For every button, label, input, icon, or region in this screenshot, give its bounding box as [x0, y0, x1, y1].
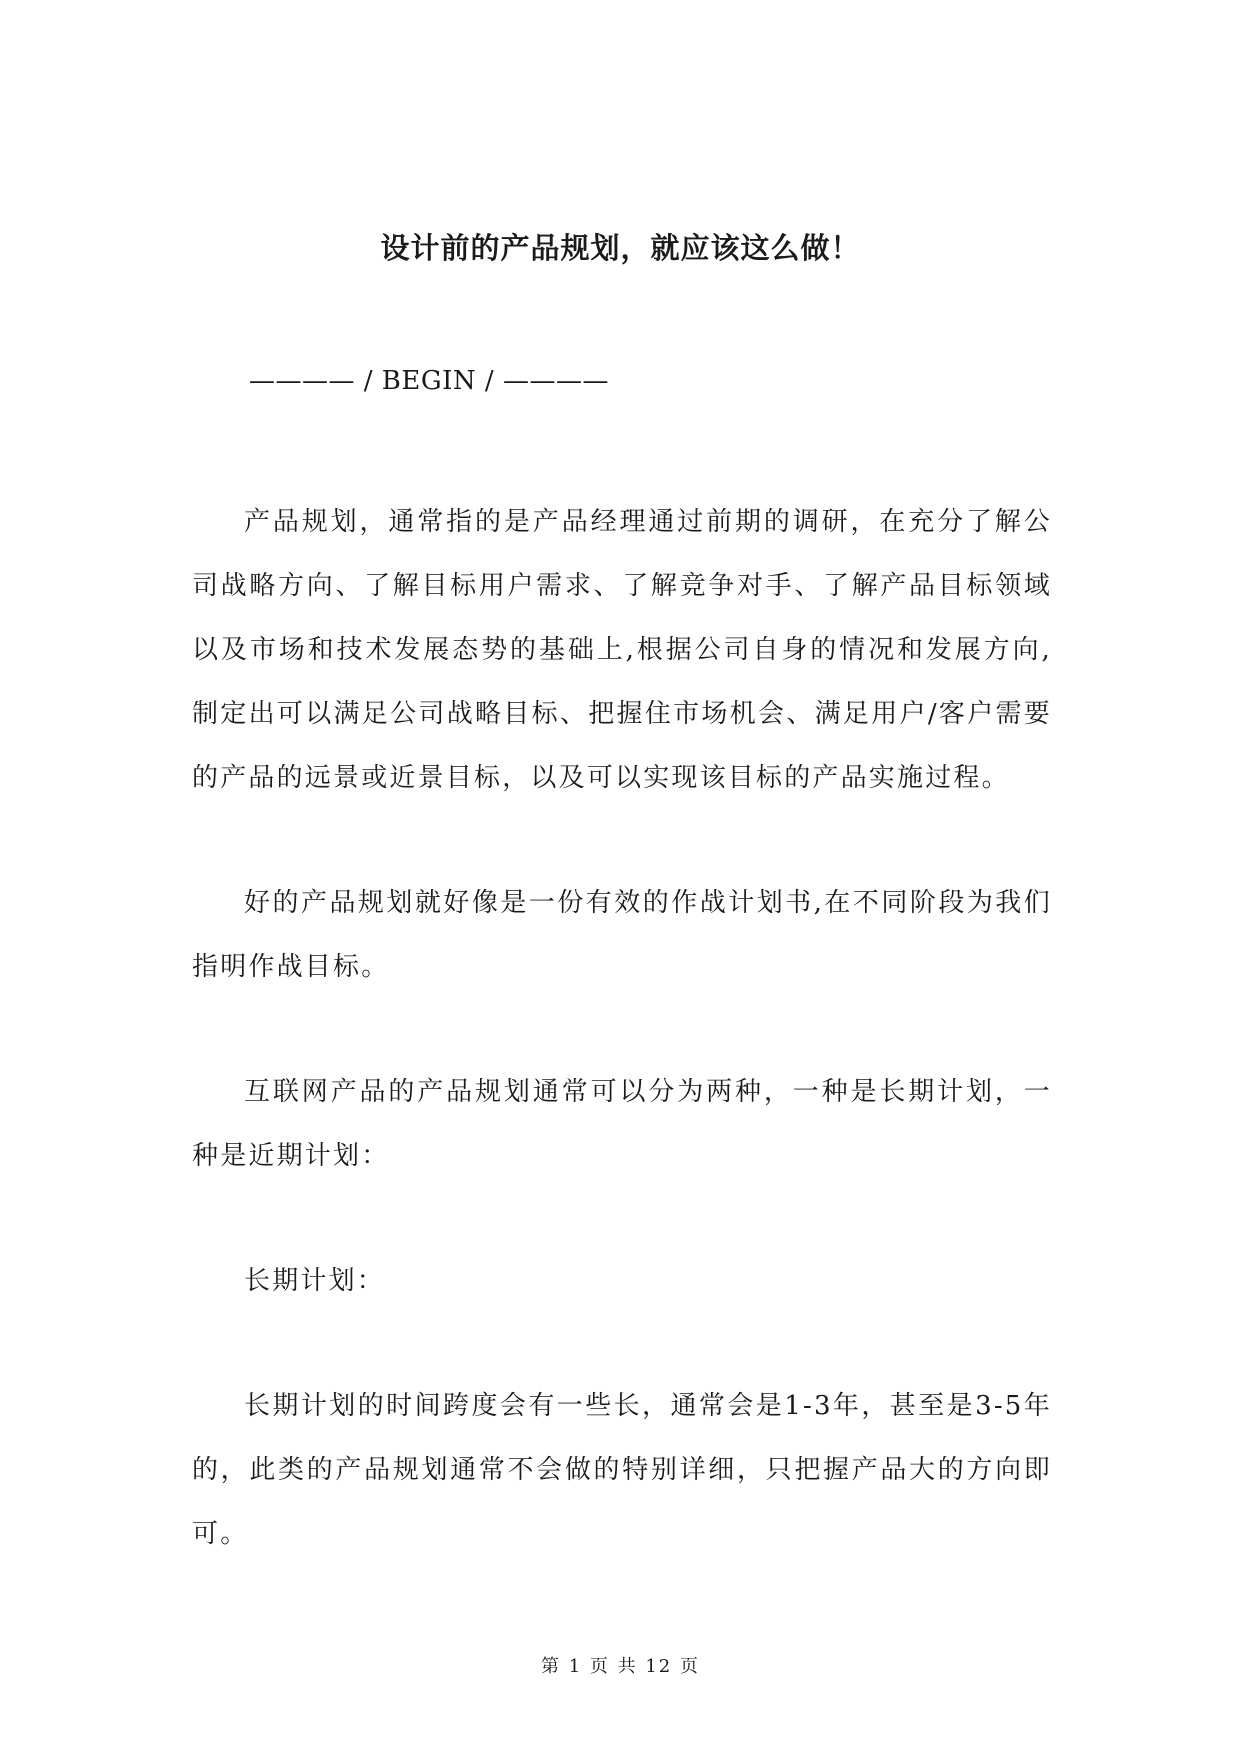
document-title: 设计前的产品规划，就应该这么做！	[380, 231, 861, 265]
document-body	[192, 490, 1052, 1566]
page-footer: 第 1 页 共 12 页	[541, 1656, 700, 1677]
paragraph-battle-plan: 好的产品规划就好像是一份有效的作战计划书,在不同阶段为我们指明作战目标。	[192, 888, 1052, 982]
paragraph-two-types: 互联网产品的产品规划通常可以分为两种，一种是长期计划，一种是近期计划：	[192, 1077, 1052, 1171]
paragraph-product-planning-definition: 产品规划，通常指的是产品经理通过前期的调研，在充分了解公司战略方向、了解目标用户需求、了解竞争对手、了解产品目标领域以及市场和技术发展态势的基础上,根据公司自身的情况和发展方向,制定出可以满足公司战略目标、把握住市场机会、满足用户/客户需要的产品的远景或近景目标，以及可以实现该目标的产品实施过程。	[192, 507, 1052, 793]
paragraph-long-term-detail: 长期计划的时间跨度会有一些长，通常会是1-3年，甚至是3-5年的，此类的产品规划通常不会做的特别详细，只把握产品大的方向即可。	[192, 1391, 1052, 1549]
paragraph-long-term-heading: 长期计划：	[244, 1266, 386, 1296]
begin-divider: ———— / BEGIN / ————	[249, 366, 609, 396]
